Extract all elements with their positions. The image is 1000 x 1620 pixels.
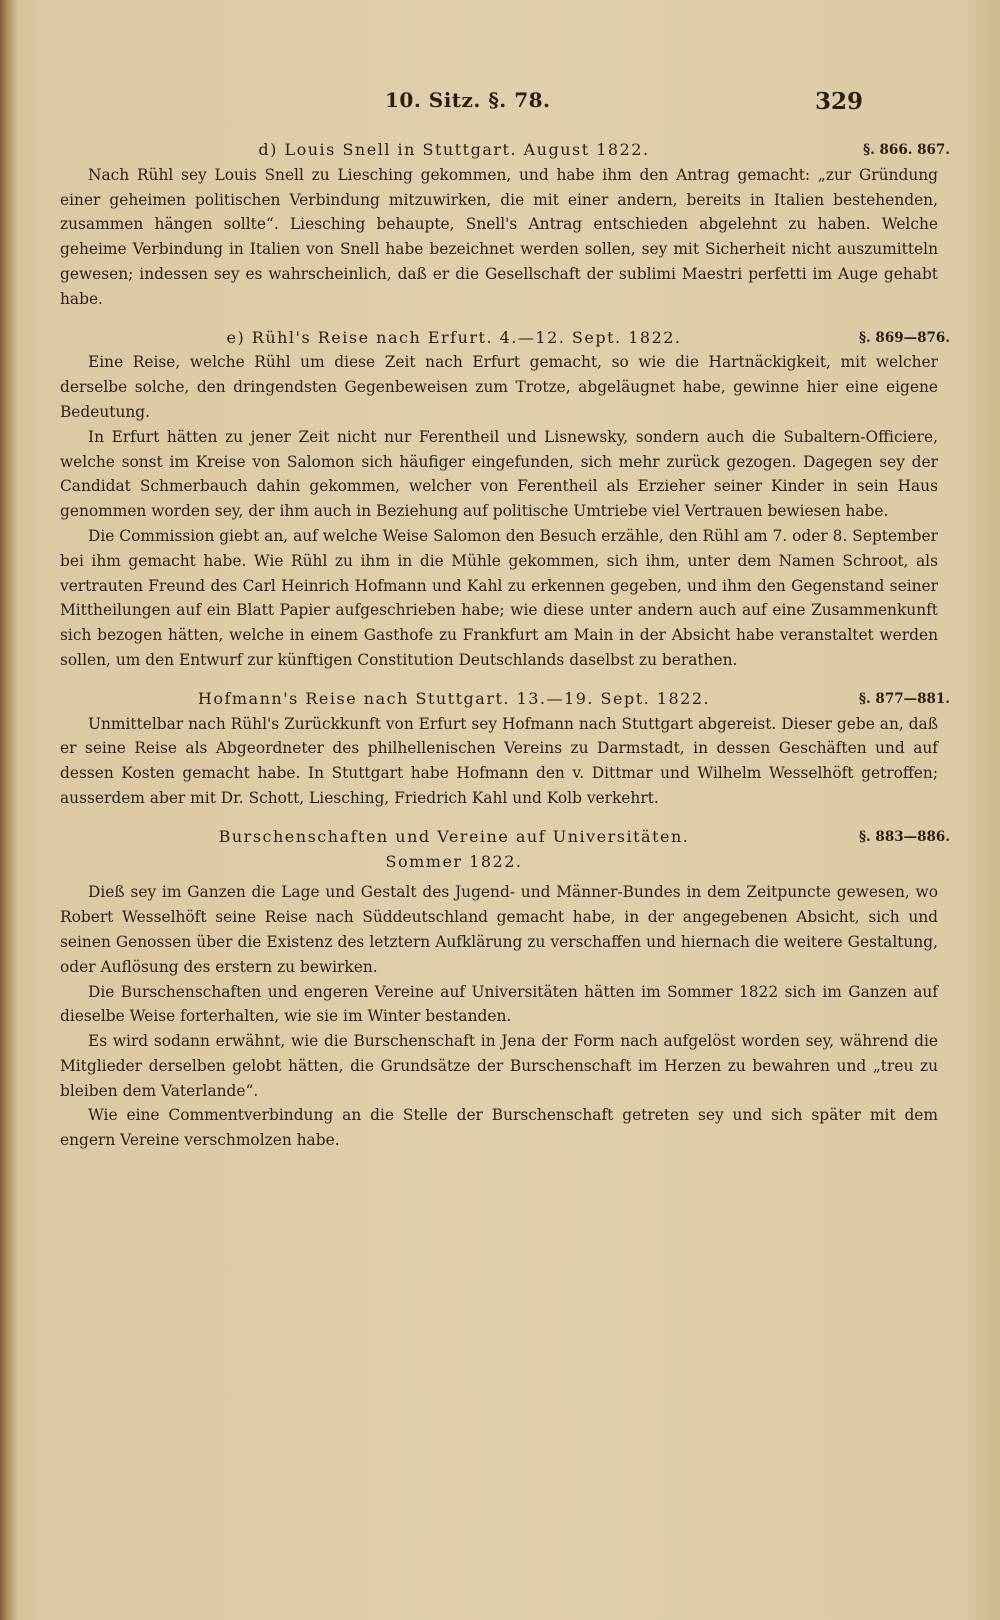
paragraph-reference: §. 877—881. xyxy=(858,690,950,707)
paragraph: Die Burschenschaften und engeren Vereine auf Universitäten hätten im Sommer 1822 sich im Ganzen auf dieselbe Weise forterhalten, wie sie im Winter bestanden. xyxy=(60,982,938,1026)
paragraph: In Erfurt hätten zu jener Zeit nicht nur Ferentheil und Lisnewsky, sondern auch die Subaltern-Officiere, welche sonst im Kreise von Salomon sich häufiger eingefunden, sich mehr zurück gezogen. Dagegen sey der Candidat Schmerbauch dahin gekommen, welcher von Ferentheil als Erzieher seiner Kinder in sein Haus genommen worden sey, der ihm auch in Beziehung auf politische Umtriebe viel Vertrauen bewiesen habe. xyxy=(60,427,938,521)
page-number: 329 xyxy=(815,88,864,115)
section-heading xyxy=(60,138,950,163)
paragraph: Es wird sodann erwähnt, wie die Burschenschaft in Jena der Form nach aufgelöst worden sey, während die Mitglieder derselben gelobt hätten, die Grundsätze der Burschenschaft im Herzen zu bewahren und „treu zu bleiben dem Vaterlande“. xyxy=(60,1032,938,1100)
paragraph: Nach Rühl sey Louis Snell zu Liesching gekommen, und habe ihm den Antrag gemacht: „zur Gründung einer geheimen politischen Verbindung mitzuwirken, die mit einer andern, bereits in Italien bestehenden, zusammen hängen sollte“. Liesching behaupte, Snell's Antrag entschieden abgelehnt zu haben. Welche geheime Verbindung in Italien von Snell habe bezeichnet werden sollen, sey mit Sicherheit nicht auszumitteln gewesen; indessen sey es wahrscheinlich, daß er die Gesellschaft der sublimi Maestri perfetti im Auge gehabt habe. xyxy=(60,165,938,308)
section-heading xyxy=(60,825,950,875)
paragraph-reference: §. 883—886. xyxy=(858,828,950,845)
section-title: Burschenschaften und Vereine auf Universitäten. xyxy=(218,826,690,846)
section-heading xyxy=(60,687,950,712)
paragraph-reference: §. 866. 867. xyxy=(863,142,950,158)
paragraph: Wie eine Commentverbindung an die Stelle der Burschenschaft getreten sey und sich später mit dem engern Vereine verschmolzen habe. xyxy=(60,1106,938,1150)
page-body xyxy=(60,138,950,1153)
paragraph: Unmittelbar nach Rühl's Zurückkunft von Erfurt sey Hofmann nach Stuttgart abgereist. Dieser gebe an, daß er seine Reise als Abgeordneter des philhellenischen Vereins zu Darmstadt, in dessen Geschäften und auf dessen Kosten gemacht habe. In Stuttgart habe Hofmann den v. Dittmar und Wilhelm Wesselhöft getroffen; ausserdem aber mit Dr. Schott, Liesching, Friedrich Kahl und Kolb verkehrt. xyxy=(60,714,938,807)
section-subtitle: Sommer 1822. xyxy=(385,851,523,871)
running-head: 10. Sitz. §. 78. xyxy=(385,88,551,112)
section-title: Hofmann's Reise nach Stuttgart. 13.—19. Sept. 1822. xyxy=(197,688,711,708)
paragraph: Dieß sey im Ganzen die Lage und Gestalt des Jugend- und Männer-Bundes in dem Zeitpuncte gewesen, wo Robert Wesselhöft seine Reise nach Süddeutschland gemacht habe, in der angegebenen Absicht, sich und seinen Genossen über die Existenz des letztern Aufklärung zu verschaffen und hiernach die weitere Gestaltung, oder Auflösung des erstern zu bewirken. xyxy=(60,883,938,976)
paragraph-reference: §. 869—876. xyxy=(858,329,950,346)
section-title: d) Louis Snell in Stuttgart. August 1822. xyxy=(258,140,650,159)
paragraph: Die Commission giebt an, auf welche Weise Salomon den Besuch erzähle, den Rühl am 7. oder 8. September bei ihm gemacht habe. Wie Rühl zu ihm in die Mühle gekommen, sich ihm, unter dem Namen Schroot, als vertrauten Freund des Carl Heinrich Hofmann und Kahl zu erkennen gegeben, und ihm den Gegenstand seiner Mittheilungen auf ein Blatt Papier aufgeschrieben habe; wie diese unter andern auch auf eine Zusammenkunft sich bezogen hätten, welche in einem Gasthofe zu Frankfurt am Main in der Absicht habe veranstaltet werden sollen, um den Entwurf zur künftigen Constitution Deutschlands daselbst zu berathen. xyxy=(60,526,938,669)
paragraph: Eine Reise, welche Rühl um diese Zeit nach Erfurt gemacht, so wie die Hartnäckigkeit, mit welcher derselbe solche, den dringendsten Gegenbeweisen zum Trotze, abgeläugnet habe, gewinne hier eine eigene Bedeutung. xyxy=(60,353,938,421)
section-heading xyxy=(60,326,950,351)
page-header xyxy=(0,88,1000,122)
section-title: e) Rühl's Reise nach Erfurt. 4.—12. Sept. 1822. xyxy=(226,327,682,347)
